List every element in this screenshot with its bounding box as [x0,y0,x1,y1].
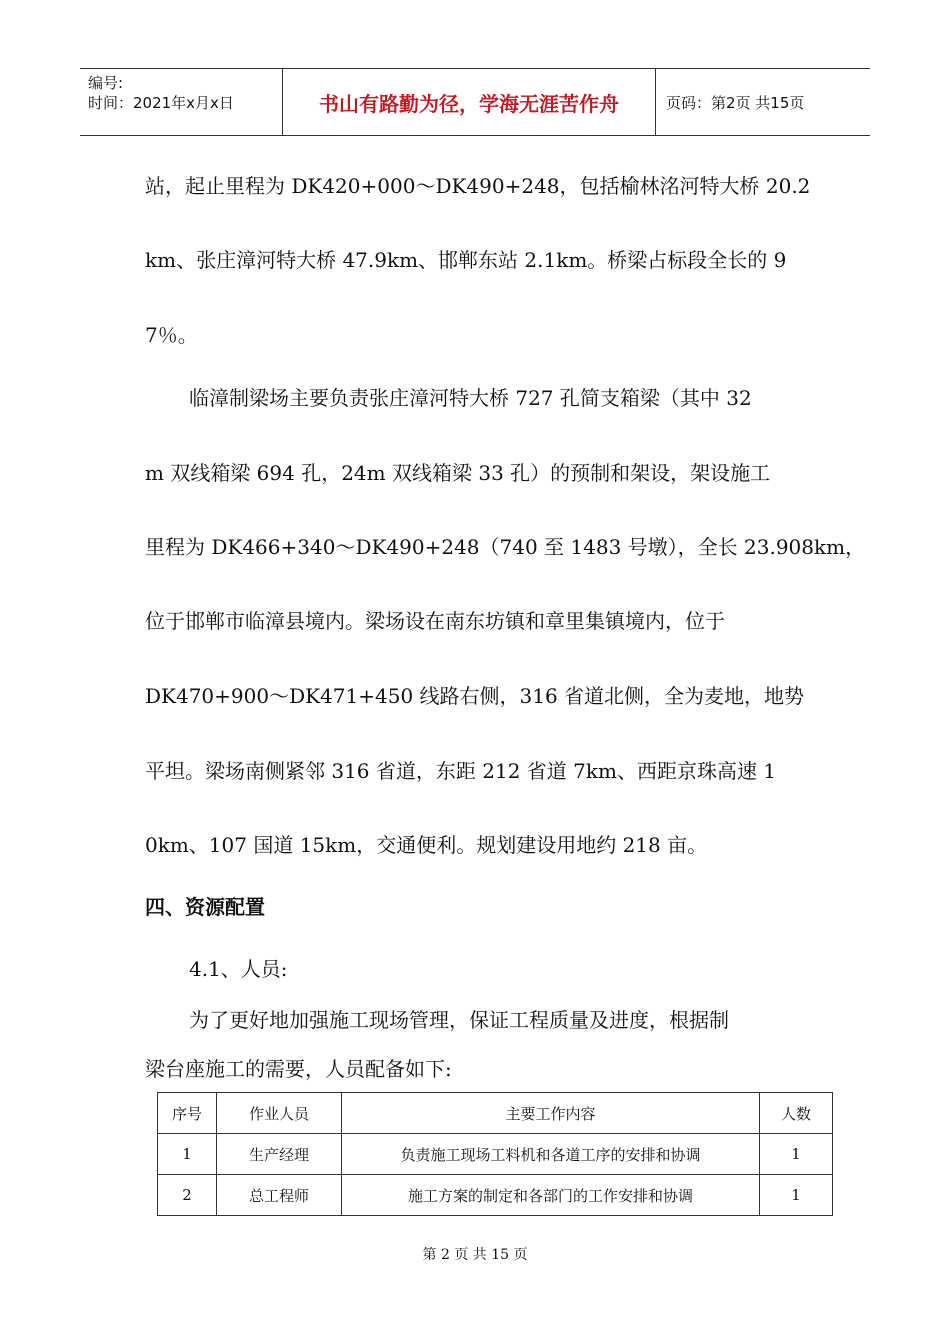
document-time-label: 时间：2021年x月x日 [88,94,234,112]
body-line: 梁台座施工的需要，人员配备如下: [145,1057,452,1081]
body-line: 站，起止里程为 DK420+000～DK490+248，包括榆林洺河特大桥 20.2 [145,174,811,198]
table-cell: 1 [760,1175,833,1216]
table-cell: 施工方案的制定和各部门的工作安排和协调 [342,1175,760,1216]
body-line: 平坦。梁场南侧紧邻 316 省道，东距 212 省道 7km、西距京珠高速 1 [145,759,777,783]
table-row [158,1175,833,1216]
staff-table [157,1092,833,1216]
body-line: 7％。 [145,323,198,347]
page-header [80,68,870,136]
table-header-cell: 作业人员 [217,1093,342,1134]
section-heading: 四、资源配置 [145,895,265,919]
header-motto: 书山有路勤为径，学海无涯苦作舟 [282,69,656,135]
table-cell: 负责施工现场工料机和各道工序的安排和协调 [342,1134,760,1175]
subsection-heading: 4.1、人员: [189,957,288,981]
table-header-row [158,1093,833,1134]
body-line: m 双线箱梁 694 孔，24m 双线箱梁 33 孔）的预制和架设，架设施工 [145,461,771,485]
body-line: 位于邯郸市临漳县境内。梁场设在南东坊镇和章里集镇境内，位于 [145,609,725,633]
table-header-cell: 人数 [760,1093,833,1134]
table-header-cell: 主要工作内容 [342,1093,760,1134]
page-footer: 第 2 页 共 15 页 [422,1247,528,1263]
document-number-label: 编号: [88,74,124,92]
body-line: km、张庄漳河特大桥 47.9km、邯郸东站 2.1km。桥梁占标段全长的 9 [145,248,787,272]
table-cell: 生产经理 [217,1134,342,1175]
body-line: 里程为 DK466+340～DK490+248（740 至 1483 号墩），全长 23.908km， [145,535,866,559]
body-line: 0km、107 国道 15km，交通便利。规划建设用地约 218 亩。 [145,833,708,857]
body-line: DK470+900～DK471+450 线路右侧，316 省道北侧，全为麦地，地势 [145,684,805,708]
table-cell: 1 [158,1134,217,1175]
table-row [158,1134,833,1175]
table-header-cell: 序号 [158,1093,217,1134]
table-cell: 2 [158,1175,217,1216]
body-line: 为了更好地加强施工现场管理，保证工程质量及进度，根据制 [189,1008,729,1032]
body-line: 临漳制梁场主要负责张庄漳河特大桥 727 孔简支箱梁（其中 32 [189,386,752,410]
table-cell: 1 [760,1134,833,1175]
header-page-number: 页码：第2页 共15页 [666,93,805,112]
table-cell: 总工程师 [217,1175,342,1216]
header-meta [80,69,282,135]
